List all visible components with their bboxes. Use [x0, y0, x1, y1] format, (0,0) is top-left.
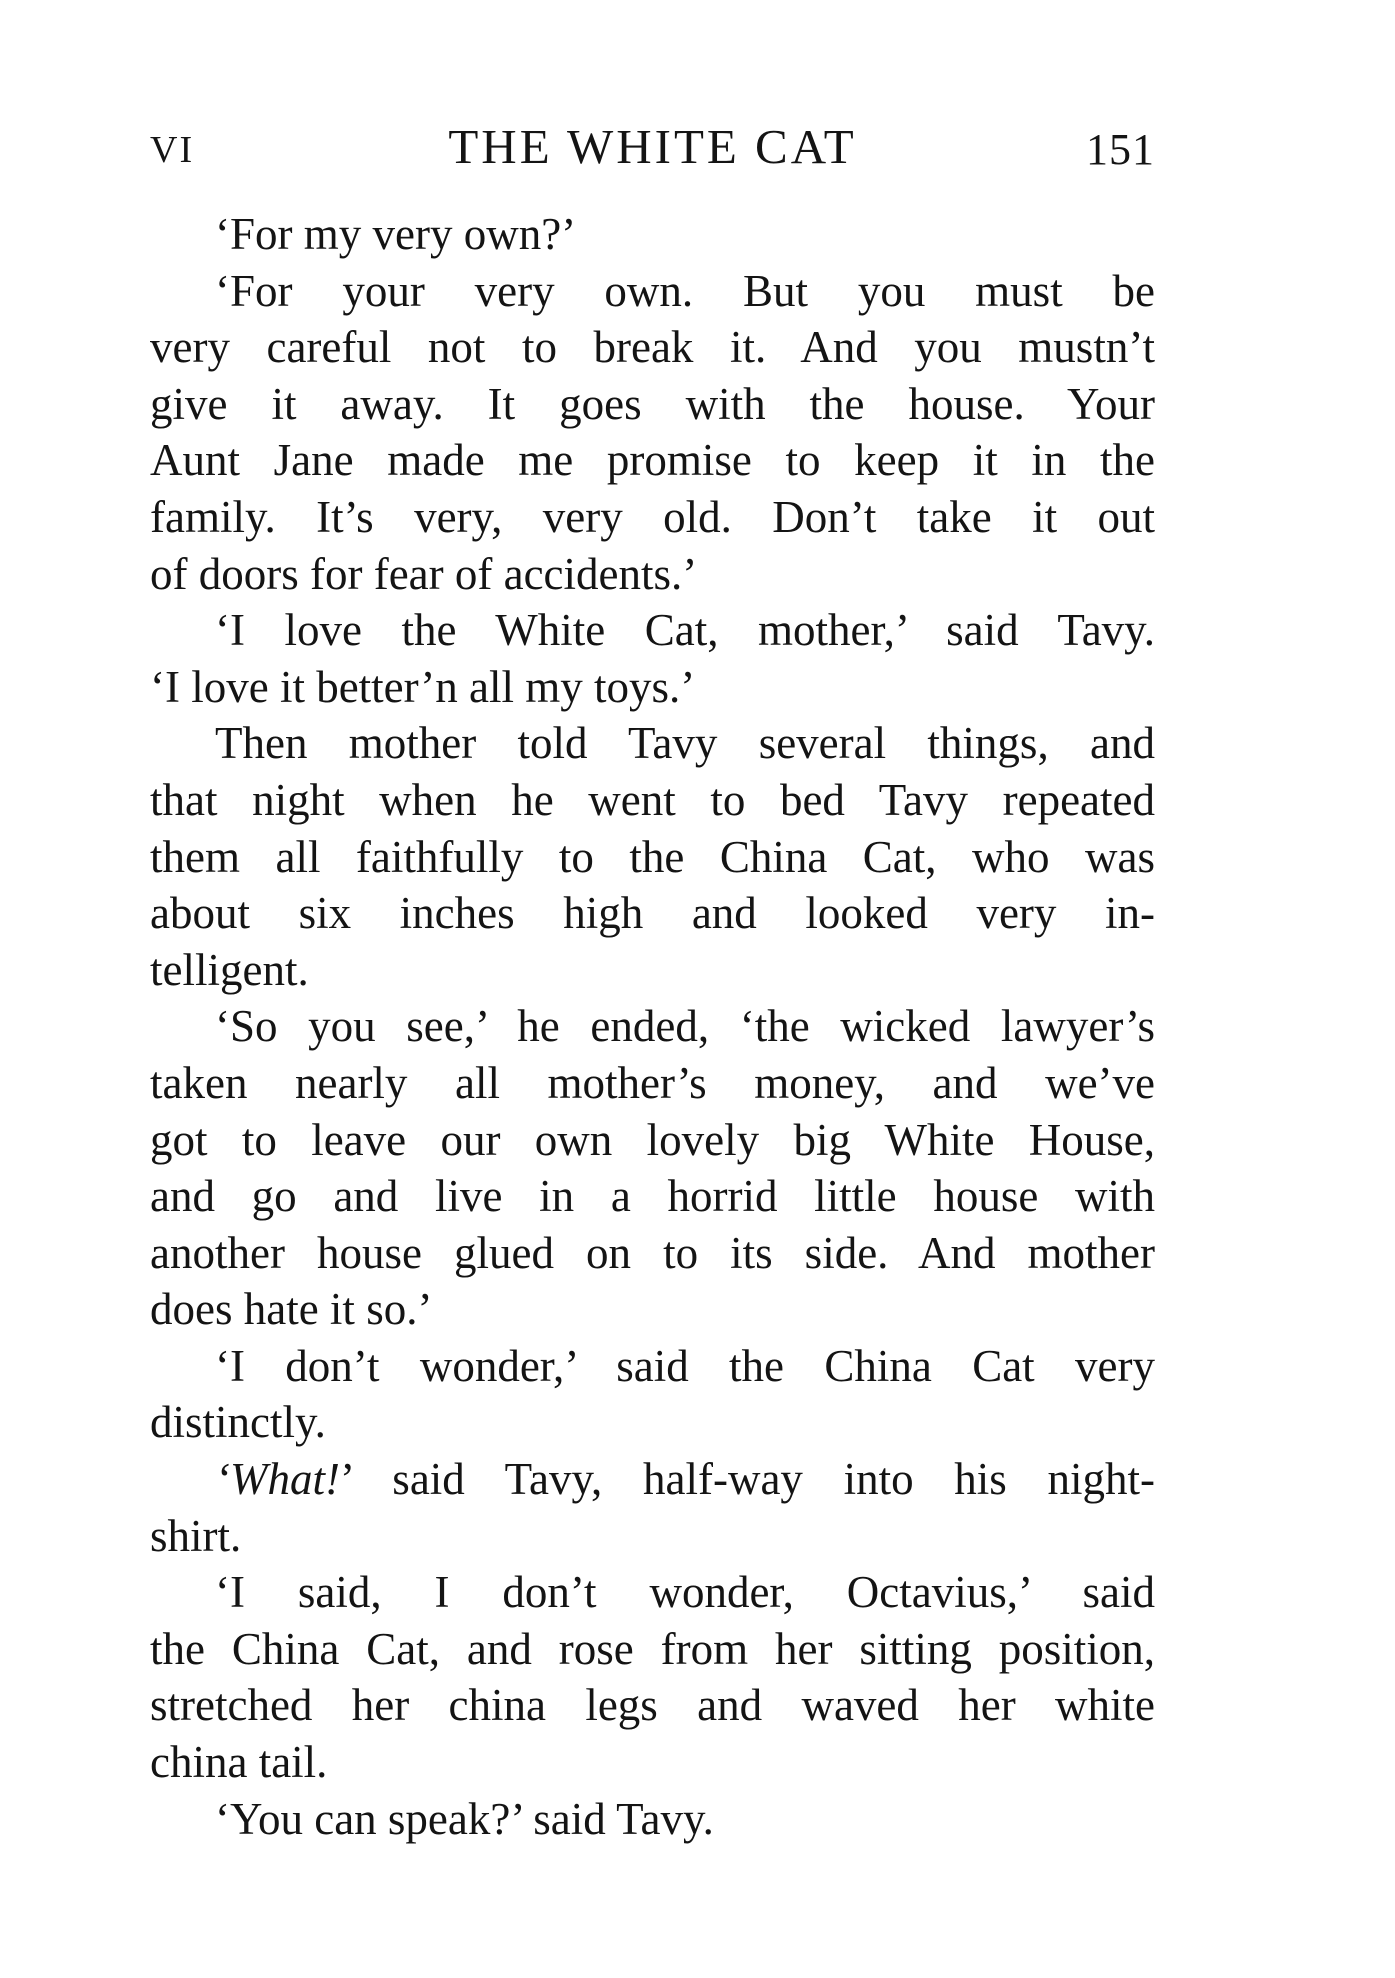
text-line: another house glued on to its side. And mother — [150, 1227, 1155, 1278]
text-line: give it away. It goes with the house. Your — [150, 378, 1155, 429]
running-title: THE WHITE CAT — [448, 119, 857, 174]
text-line: shirt. — [150, 1510, 242, 1561]
text-line: stretched her china legs and waved her white — [150, 1680, 1155, 1731]
text-line: ‘I said, I don’t wonder, Octavius,’ said — [215, 1567, 1155, 1618]
line-text: ’ said Tavy, half-way into his night- — [339, 1454, 1155, 1505]
text-line: china tail. — [150, 1737, 328, 1788]
text-line: ‘I love the White Cat, mother,’ said Tavy. — [215, 605, 1155, 656]
text-line: Then mother told Tavy several things, and — [215, 718, 1155, 769]
text-line: Aunt Jane made me promise to keep it in the — [150, 435, 1155, 486]
text-line: that night when he went to bed Tavy repeated — [150, 774, 1155, 825]
text-line: distinctly. — [150, 1397, 326, 1448]
text-line: taken nearly all mother’s money, and we’ve — [150, 1057, 1155, 1108]
text-line: them all faithfully to the China Cat, who was — [150, 831, 1155, 882]
text-line: very careful not to break it. And you mustn’t — [150, 322, 1155, 373]
text-line: the China Cat, and rose from her sitting position, — [150, 1623, 1155, 1674]
page-number: 151 — [1086, 125, 1155, 174]
text-line: family. It’s very, very old. Don’t take it out — [150, 491, 1155, 542]
text-line: telligent. — [150, 944, 309, 995]
text-line: ‘I love it better’n all my toys.’ — [150, 661, 696, 712]
text-line — [150, 1451, 1155, 1508]
text-line: and go and live in a horrid little house with — [150, 1171, 1155, 1222]
chapter-number: VI — [150, 129, 195, 171]
text-line: ‘For my very own?’ — [215, 209, 577, 259]
text-line: ‘You can speak?’ said Tavy. — [215, 1793, 714, 1844]
text-line: got to leave our own lovely big White House, — [150, 1114, 1155, 1165]
body-text — [150, 206, 1155, 1847]
text-line: about six inches high and looked very in- — [150, 888, 1155, 939]
italic-word: ‘What! — [215, 1454, 340, 1505]
text-line: does hate it so.’ — [150, 1284, 433, 1335]
text-line: ‘So you see,’ he ended, ‘the wicked lawyer’s — [215, 1001, 1155, 1052]
text-line: of doors for fear of accidents.’ — [150, 548, 698, 599]
text-line: ‘For your very own. But you must be — [215, 265, 1155, 316]
running-head — [150, 118, 1155, 178]
text-line: ‘I don’t wonder,’ said the China Cat very — [215, 1340, 1155, 1391]
